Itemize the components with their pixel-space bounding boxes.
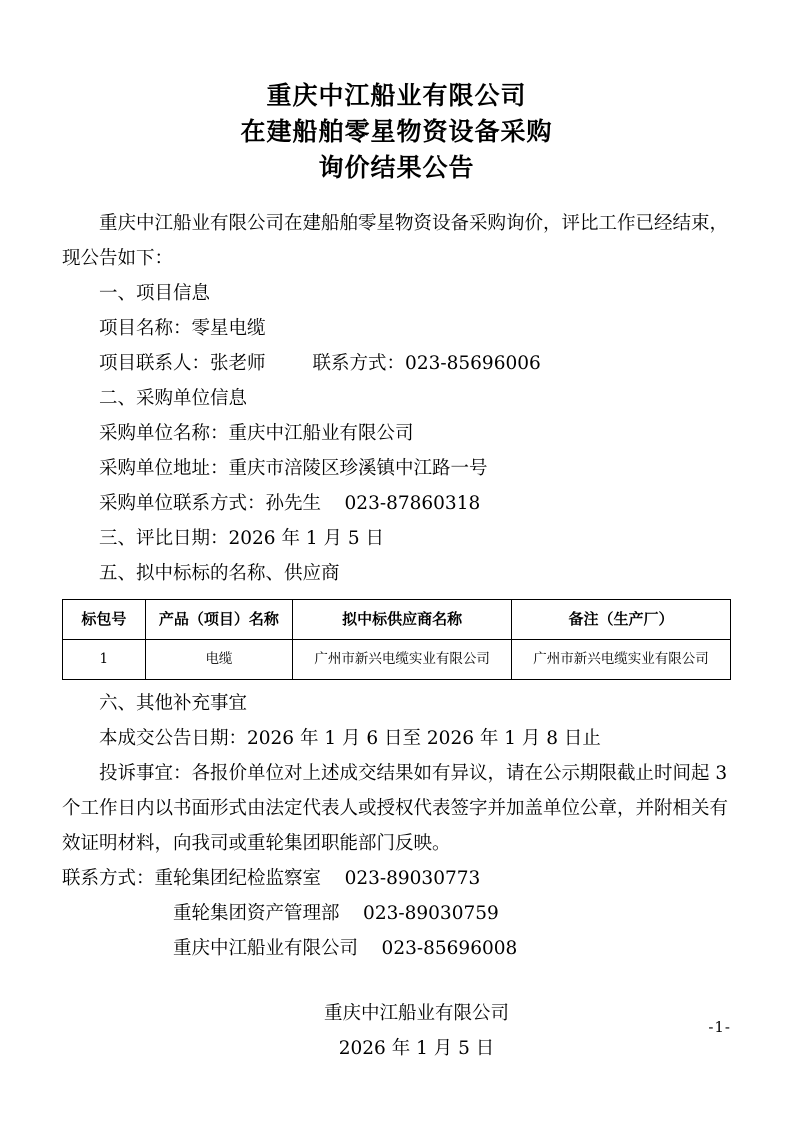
result-table (62, 599, 731, 680)
table-cell-remark: 广州市新兴电缆实业有限公司 (512, 640, 731, 680)
signature-block (62, 996, 731, 1066)
title-line-2: 在建船舶零星物资设备采购 (240, 117, 553, 146)
contact-row (62, 896, 731, 931)
title-line-3: 询价结果公告 (318, 153, 475, 182)
intro-paragraph: 重庆中江船业有限公司在建船舶零星物资设备采购询价，评比工作已经结束，现公告如下： (62, 213, 729, 269)
contact-row (62, 861, 731, 896)
project-name: 项目名称：零星电缆 (99, 318, 266, 339)
signature-date: 2026 年 1 月 5 日 (338, 1038, 495, 1059)
signature-company: 重庆中江船业有限公司 (323, 1003, 509, 1024)
contact-spacer (321, 868, 345, 889)
contact-name: 重轮集团资产管理部 (173, 903, 340, 924)
table-cell-package-no: 1 (63, 640, 146, 680)
project-contact: 项目联系人：张老师 联系方式：023-85696006 (99, 353, 541, 374)
complaint-paragraph: 投诉事宜：各报价单位对上述成交结果如有异议，请在公示期限截止时间起 3 个工作日内以书面形式由法定代表人或授权代表签字并加盖单位公章，并附相关有效证明材料，向我司或重轮集团职能部门反映。 (62, 763, 729, 854)
table-header-cell: 标包号 (63, 600, 146, 640)
document-body (62, 206, 731, 1066)
purchasing-unit-address: 采购单位地址：重庆市涪陵区珍溪镇中江路一号 (99, 458, 488, 479)
table-header-cell: 拟中标供应商名称 (293, 600, 512, 640)
title-line-1: 重庆中江船业有限公司 (266, 81, 527, 110)
purchasing-unit-contact: 采购单位联系方式：孙先生 023-87860318 (99, 493, 481, 514)
table-header-cell: 产品（项目）名称 (145, 600, 293, 640)
document-title (62, 78, 731, 186)
contact-spacer (358, 938, 382, 959)
contact-phone: 023-85696008 (381, 938, 518, 959)
table-row (63, 640, 731, 680)
section-6-heading: 六、其他补充事宜 (99, 693, 248, 714)
contact-name: 重轮集团纪检监察室 (154, 868, 322, 889)
section-2-heading: 二、采购单位信息 (99, 388, 248, 409)
page-number: -1- (708, 1018, 731, 1036)
contact-label: 联系方式： (62, 868, 155, 889)
contact-phone: 023-89030759 (363, 903, 499, 924)
contact-block (62, 861, 731, 966)
table-header-cell: 备注（生产厂） (512, 600, 731, 640)
section-3-heading: 三、评比日期：2026 年 1 月 5 日 (99, 528, 385, 549)
section-5-heading: 五、拟中标标的名称、供应商 (99, 563, 340, 584)
contact-name: 重庆中江船业有限公司 (173, 938, 359, 959)
table-header-row (63, 600, 731, 640)
table-cell-product: 电缆 (145, 640, 293, 680)
purchasing-unit-name: 采购单位名称：重庆中江船业有限公司 (99, 423, 414, 444)
contact-row (62, 931, 731, 966)
contact-phone: 023-89030773 (344, 868, 481, 889)
section-1-heading: 一、项目信息 (99, 283, 211, 304)
publish-period: 本成交公告日期：2026 年 1 月 6 日至 2026 年 1 月 8 日止 (99, 728, 601, 749)
table-cell-supplier: 广州市新兴电缆实业有限公司 (293, 640, 512, 680)
contact-spacer (340, 903, 364, 924)
